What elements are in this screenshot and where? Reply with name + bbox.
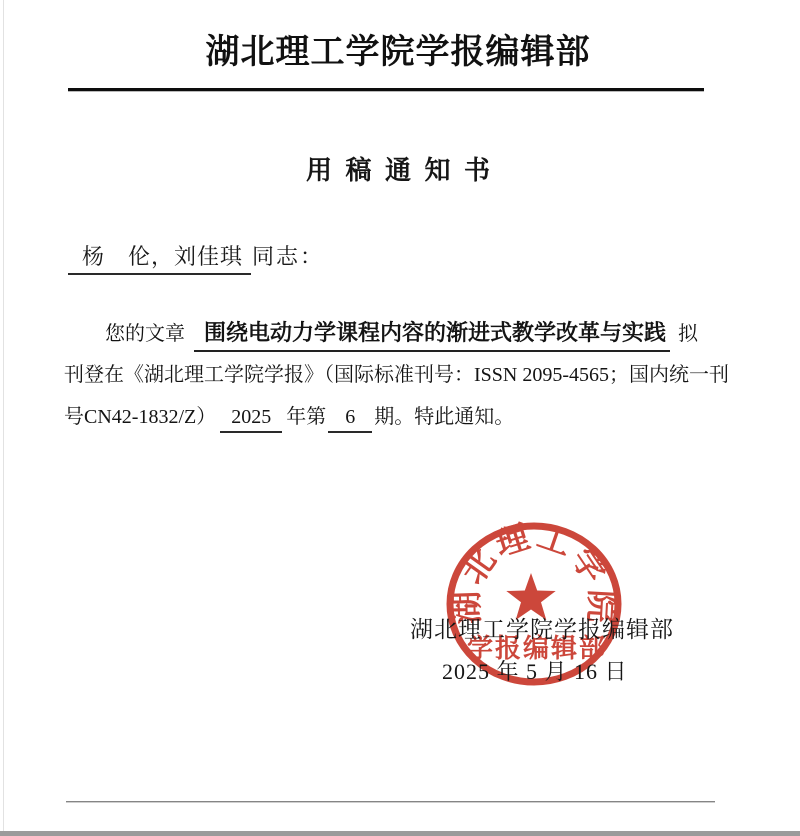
scan-left-edge <box>3 0 4 836</box>
body-after-title: 拟 <box>678 323 699 345</box>
signature-date: 2025 年 5 月 16 日 <box>442 659 628 684</box>
body-lead-in: 您的文章 <box>105 323 185 345</box>
article-title-underlined: 围绕电动力学课程内容的渐进式教学改革与实践 <box>194 316 670 352</box>
addressee-line <box>68 240 324 275</box>
body-line-2: 刊登在《湖北理工学院学报》（国际标准刊号：ISSN 2095-4565；国内统一刊 <box>64 364 730 386</box>
seal-arc-text: 湖北理工学院 <box>449 518 619 627</box>
scan-bottom-edge <box>0 831 800 836</box>
letterhead-org-name: 湖北理工学院学报编辑部 <box>205 34 591 71</box>
recipient-salutation: 同志： <box>252 244 325 269</box>
recipient-names: 杨 伦，刘佳琪 <box>68 240 251 275</box>
body-line-1 <box>64 316 764 352</box>
body-between: 年第 <box>286 406 327 428</box>
seal-banner-text: 学报编辑部 <box>466 634 608 663</box>
letterhead-divider <box>68 88 704 92</box>
issue-number-underlined: 6 <box>328 406 372 433</box>
body-line-3 <box>64 400 764 433</box>
notice-title: 用稿通知书 <box>305 156 504 185</box>
footer-divider <box>66 801 715 803</box>
body-line3-prefix: 号CN42-1832/Z） <box>64 406 217 428</box>
signature-org-name: 湖北理工学院学报编辑部 <box>410 617 674 642</box>
body-line3-suffix: 期。特此通知。 <box>374 406 515 428</box>
publication-year-underlined: 2025 <box>220 406 282 433</box>
